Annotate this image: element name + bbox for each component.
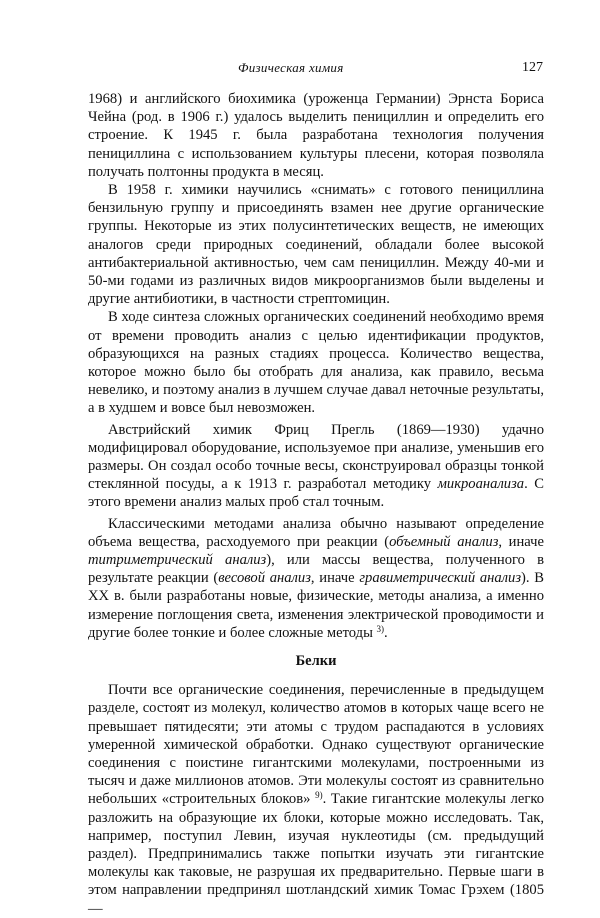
running-title: Физическая химия [238, 60, 344, 75]
paragraph [88, 308, 544, 417]
italic-term: гравиметрический анализ [359, 570, 522, 587]
text-run: Классическими методами анализа обычно называют определение объема вещества, расходуемого при реакции ( [88, 515, 544, 550]
paragraph [88, 90, 544, 181]
text-run: . Такие гигантские молекулы легко разложить на образующие их блоки, которые можно исследовать. Так, например, поступил Левин, изучая нуклеотиды (см. предыдущий раздел). Предпринимались также попытки изучать эти гигантские молекулы как таковые, не разрушая их предварительно. Первые шаги в этом направлении предпринял шотландский химик Томас Грэхем (1805— [88, 791, 544, 917]
text-run: Австрийский химик Фриц Прегль (1869—1930) удачно модифицировал оборудование, используемое при анализе, уменьшив его размеры. Он создал особо точные весы, сконструировал образцы тонкой стеклянной посуды, а к 1913 г. разработал методику [88, 421, 544, 493]
text-run: Почти все органические соединения, перечисленные в предыдущем разделе, состоят из молекул, количество атомов в которых чаще всего не превышает пятидесяти; эти атомы с трудом распадаются в условиях умеренной химической обработки. Однако существуют органические соединения с поистине гигантскими молекулами, построенными из тысяч и даже миллионов атомов. Эти молекулы состоят из сравнительно небольших «строительных блоков» [88, 682, 544, 808]
paragraph [88, 681, 544, 918]
paragraph [88, 515, 544, 642]
text-run: 1968) и английского биохимика (уроженца Германии) Эрнста Бориса Чейна (род. в 1906 г.) удалось выделить пенициллин и определить его строение. К 1945 г. была разработана технология получения пенициллина с использованием культуры плесени, которая позволяла получать полтонны продукта в месяц. [88, 91, 544, 180]
italic-term: титриметрический анализ [88, 552, 267, 569]
text-run: ). В XX в. были разработаны новые, физические, методы анализа, а именно измерение поглощения света, изменения электрической проводимости и другие более тонкие и более сложные методы [88, 570, 544, 641]
text-run: , иначе [310, 570, 360, 587]
text-run: В ходе синтеза сложных органических соединений необходимо время от времени проводить анализ с целью идентификации продуктов, образующихся на разных стадиях процесса. Количество вещества, которое можно было бы отобрать для анализа, как правило, весьма невелико, и поэтому анализ в лучшем случае давал неточные результаты, а в худшем и вовсе был невозможен. [88, 309, 544, 417]
footnote-marker: 3) [376, 623, 385, 634]
page-number: 127 [522, 60, 543, 75]
body-text [88, 90, 544, 918]
paragraph [88, 421, 544, 512]
text-run: ), или массы вещества, полученного в результате реакции ( [88, 552, 544, 587]
italic-term: объемный анализ [389, 533, 499, 550]
running-head [0, 60, 600, 80]
italic-term: микроанализа [437, 476, 525, 493]
italic-term: весовой анализ [218, 570, 311, 587]
text-run: . С этого времени анализ малых проб стал точным. [88, 476, 545, 511]
footnote-marker: 9) [315, 790, 323, 801]
text-run: , иначе [498, 533, 544, 550]
paragraph [88, 181, 544, 308]
text-run: . [384, 624, 388, 641]
text-run: В 1958 г. химики научились «снимать» с готового пенициллина бензильную группу и присоединять взамен нее другие органические группы. Некоторые из этих полусинтетических веществ, не имеющих аналогов среди природных соединений, обладали более высокой антибактериальной активностью, чем сам пенициллин. Между 40-ми и 50-ми годами из различных видов микроорганизмов были выделены и другие антибиотики, в частности стрептомицин. [88, 182, 544, 308]
section-heading: Белки [295, 653, 337, 670]
